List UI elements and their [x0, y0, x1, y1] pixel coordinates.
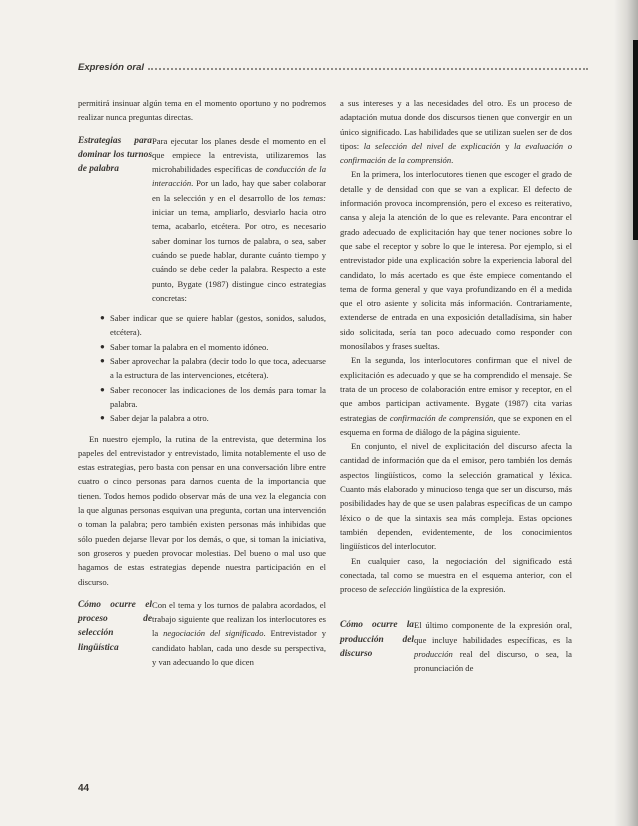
- text-span: En la segunda, los interlocutores confirman que el nivel de explicitación es adecuado y que se ha comprendido el mensaje. Se trata de un proceso de colaboración entre emisor y receptor, en el que ambos participan activamente. Bygate (1987) cita varias estrategias de: [340, 355, 572, 423]
- left-column: [78, 96, 326, 669]
- paragraph-ejemplo: En nuestro ejemplo, la rutina de la entrevista, que determina los papeles del entrevistador y entrevistado, limita notablemente el uso de estas estrategias, pero basta con pensar en una conversación libre entre cuatro o cinco personas para darnos cuenta de la importancia que tienen. Todos hemos podido observar más de una vez la elegancia con la que algunas personas esquivan una pregunta, cortan una intervención o toman la palabra; pero también existen personas más inhibidas que sólo pueden dejarse llevar por los demás, o que, si toman la iniciativa, son groseros y pueden provocar molestias. Del bueno o mal uso que hagamos de estas estrategias depende nuestra participación en el discurso.: [78, 433, 326, 587]
- text-span: El último componente de la expresión oral, que incluye habilidades específicas, es la: [414, 620, 572, 645]
- bullet-icon: ●: [100, 313, 105, 323]
- list-item: [100, 383, 326, 412]
- strategy-list: [78, 311, 326, 425]
- paragraph-right-5: [340, 554, 572, 597]
- text-span: iniciar un tema, ampliarlo, desviarlo hacia otro tema, acabarlo, etcétera. Por otro, es necesario saber dominar los turnos de palabra, o sea, saber cuándo se puede hablar, durante cuánto tiempo y cuándo se debe ceder la palabra. Respecto a este punto, Bygate (1987) distingue cinco estrategias concretas:: [152, 207, 326, 303]
- list-item: [100, 311, 326, 340]
- section-heading-proceso: Cómo ocurre el proceso de selección lingüística: [78, 599, 152, 653]
- text-span: .: [451, 155, 454, 166]
- text-span: lingüística de la expresión.: [411, 584, 506, 595]
- book-spine-edge: [633, 40, 638, 240]
- text-span: Para ejecutar los planes desde el momento en el que empiece la entrevista, utilizaremos las microhabilidades específicas de: [152, 135, 326, 175]
- emphasis-text: la evaluación o confirmación de la comprensión: [340, 140, 572, 166]
- emphasis-text: producción: [414, 648, 453, 659]
- paragraph-right-3: [340, 353, 572, 439]
- text-span: a sus intereses y a las necesidades del otro. Es un proceso de adaptación mutua donde dos discursos tienen que convergir en un único significado. Las habilidades que se utilizan suelen ser de dos tipos:: [340, 98, 572, 151]
- running-header: [78, 62, 588, 73]
- header-dotted-rule: [148, 68, 588, 70]
- emphasis-text: conducción de la interacción: [152, 164, 326, 189]
- page-number: 44: [78, 783, 90, 794]
- text-span: . Entrevistador y candidato hablan, cada uno desde su perspectiva, y van adecuando lo que dicen: [152, 628, 326, 667]
- section-estrategias: [78, 134, 326, 306]
- text-span: En cualquier caso, la negociación del significado está conectada, tal como se muestra en el esquema anterior, con el proceso de: [340, 555, 572, 595]
- section-body-produccion: [414, 618, 572, 675]
- bullet-icon: ●: [100, 384, 105, 394]
- section-heading-produccion: Cómo ocurre la producción del discurso: [340, 620, 414, 659]
- list-item-text: Saber aprovechar la palabra (decir todo lo que toca, adecuarse a la estructura de las intervenciones, etcétera).: [110, 356, 326, 381]
- paragraph-right-1: [340, 96, 572, 167]
- text-span: y: [500, 140, 515, 151]
- header-title: Expresión oral: [78, 62, 144, 73]
- text-span: , que se exponen en el esquema en forma de diálogo de la página siguiente.: [340, 412, 572, 437]
- emphasis-text: la selección del nivel de explicación: [363, 140, 501, 151]
- list-item-text: Saber indicar que se quiere hablar (gestos, sonidos, saludos, etcétera).: [110, 313, 326, 338]
- list-item: [100, 340, 326, 354]
- emphasis-text: selección: [379, 584, 412, 595]
- text-span: . Por un lado, hay que saber colaborar en la selección y en el desarrollo de los: [152, 178, 326, 203]
- section-body-estrategias: [152, 134, 326, 306]
- bullet-icon: ●: [100, 356, 105, 366]
- text-span: Con el tema y los turnos de palabra acordados, el trabajo siguiente que realizan los interlocutores es la: [152, 599, 326, 639]
- paragraph-intro: permitirá insinuar algún tema en el momento oportuno y no podremos realizar nunca preguntas directas.: [78, 98, 326, 123]
- emphasis-text: confirmación de comprensión: [389, 412, 494, 423]
- list-item: [100, 354, 326, 383]
- emphasis-text: negociación del significado: [163, 628, 264, 639]
- section-produccion: [340, 618, 572, 675]
- section-proceso: [78, 598, 326, 669]
- paragraph-right-2: En la primera, los interlocutores tienen que escoger el grado de detalle y de densidad con que se van a explicar. El defecto de información provoca incomprensión, pero el exceso es reiterativo, cansa y aleja la atención de lo que es relevante. Para encontrar el grado adecuado de explicitación hay que tener nociones sobre lo que sabe el receptor y sobre lo que le interesa. Por ejemplo, si el entrevistador pide una explicación sobre la experiencia laboral del candidato, lo más acertado es que éste empiece comentando el tema de forma general y que vaya profundizando en él a medida que el otro asiente y solicita más información. Contrariamente, extenderse de entrada en una exposición detalladísima, sin haber sido solicitada, sería tan poco adecuado como responder con monosílabos y frases sueltas.: [340, 169, 572, 352]
- bullet-icon: ●: [100, 341, 105, 351]
- list-item: [100, 411, 326, 425]
- section-heading-estrategias: Estrategias para dominar los turnos de palabra: [78, 135, 152, 175]
- right-column: [340, 96, 572, 676]
- emphasis-text: temas:: [303, 192, 326, 203]
- section-body-proceso: [152, 598, 326, 669]
- bullet-icon: ●: [100, 413, 105, 423]
- text-span: real del discurso, o sea, la pronunciación de: [414, 648, 572, 674]
- list-item-text: Saber dejar la palabra a otro.: [110, 413, 209, 424]
- list-item-text: Saber tomar la palabra en el momento idóneo.: [110, 341, 269, 352]
- paragraph-right-4: En conjunto, el nivel de explicitación del discurso afecta la cantidad de información que da el emisor, pero también los demás aspectos lingüísticos, como la selección gramatical y léxica. Cuanto más elaborado y minucioso tenga que ser un discurso, más posibilidades hay de que se usen palabras específicas de un campo léxico o de que la sintaxis sea más compleja. Estas opciones también dependen, evidentemente, de los conocimientos lingüísticos del interlocutor.: [340, 441, 572, 552]
- list-item-text: Saber reconocer las indicaciones de los demás para tomar la palabra.: [110, 384, 326, 409]
